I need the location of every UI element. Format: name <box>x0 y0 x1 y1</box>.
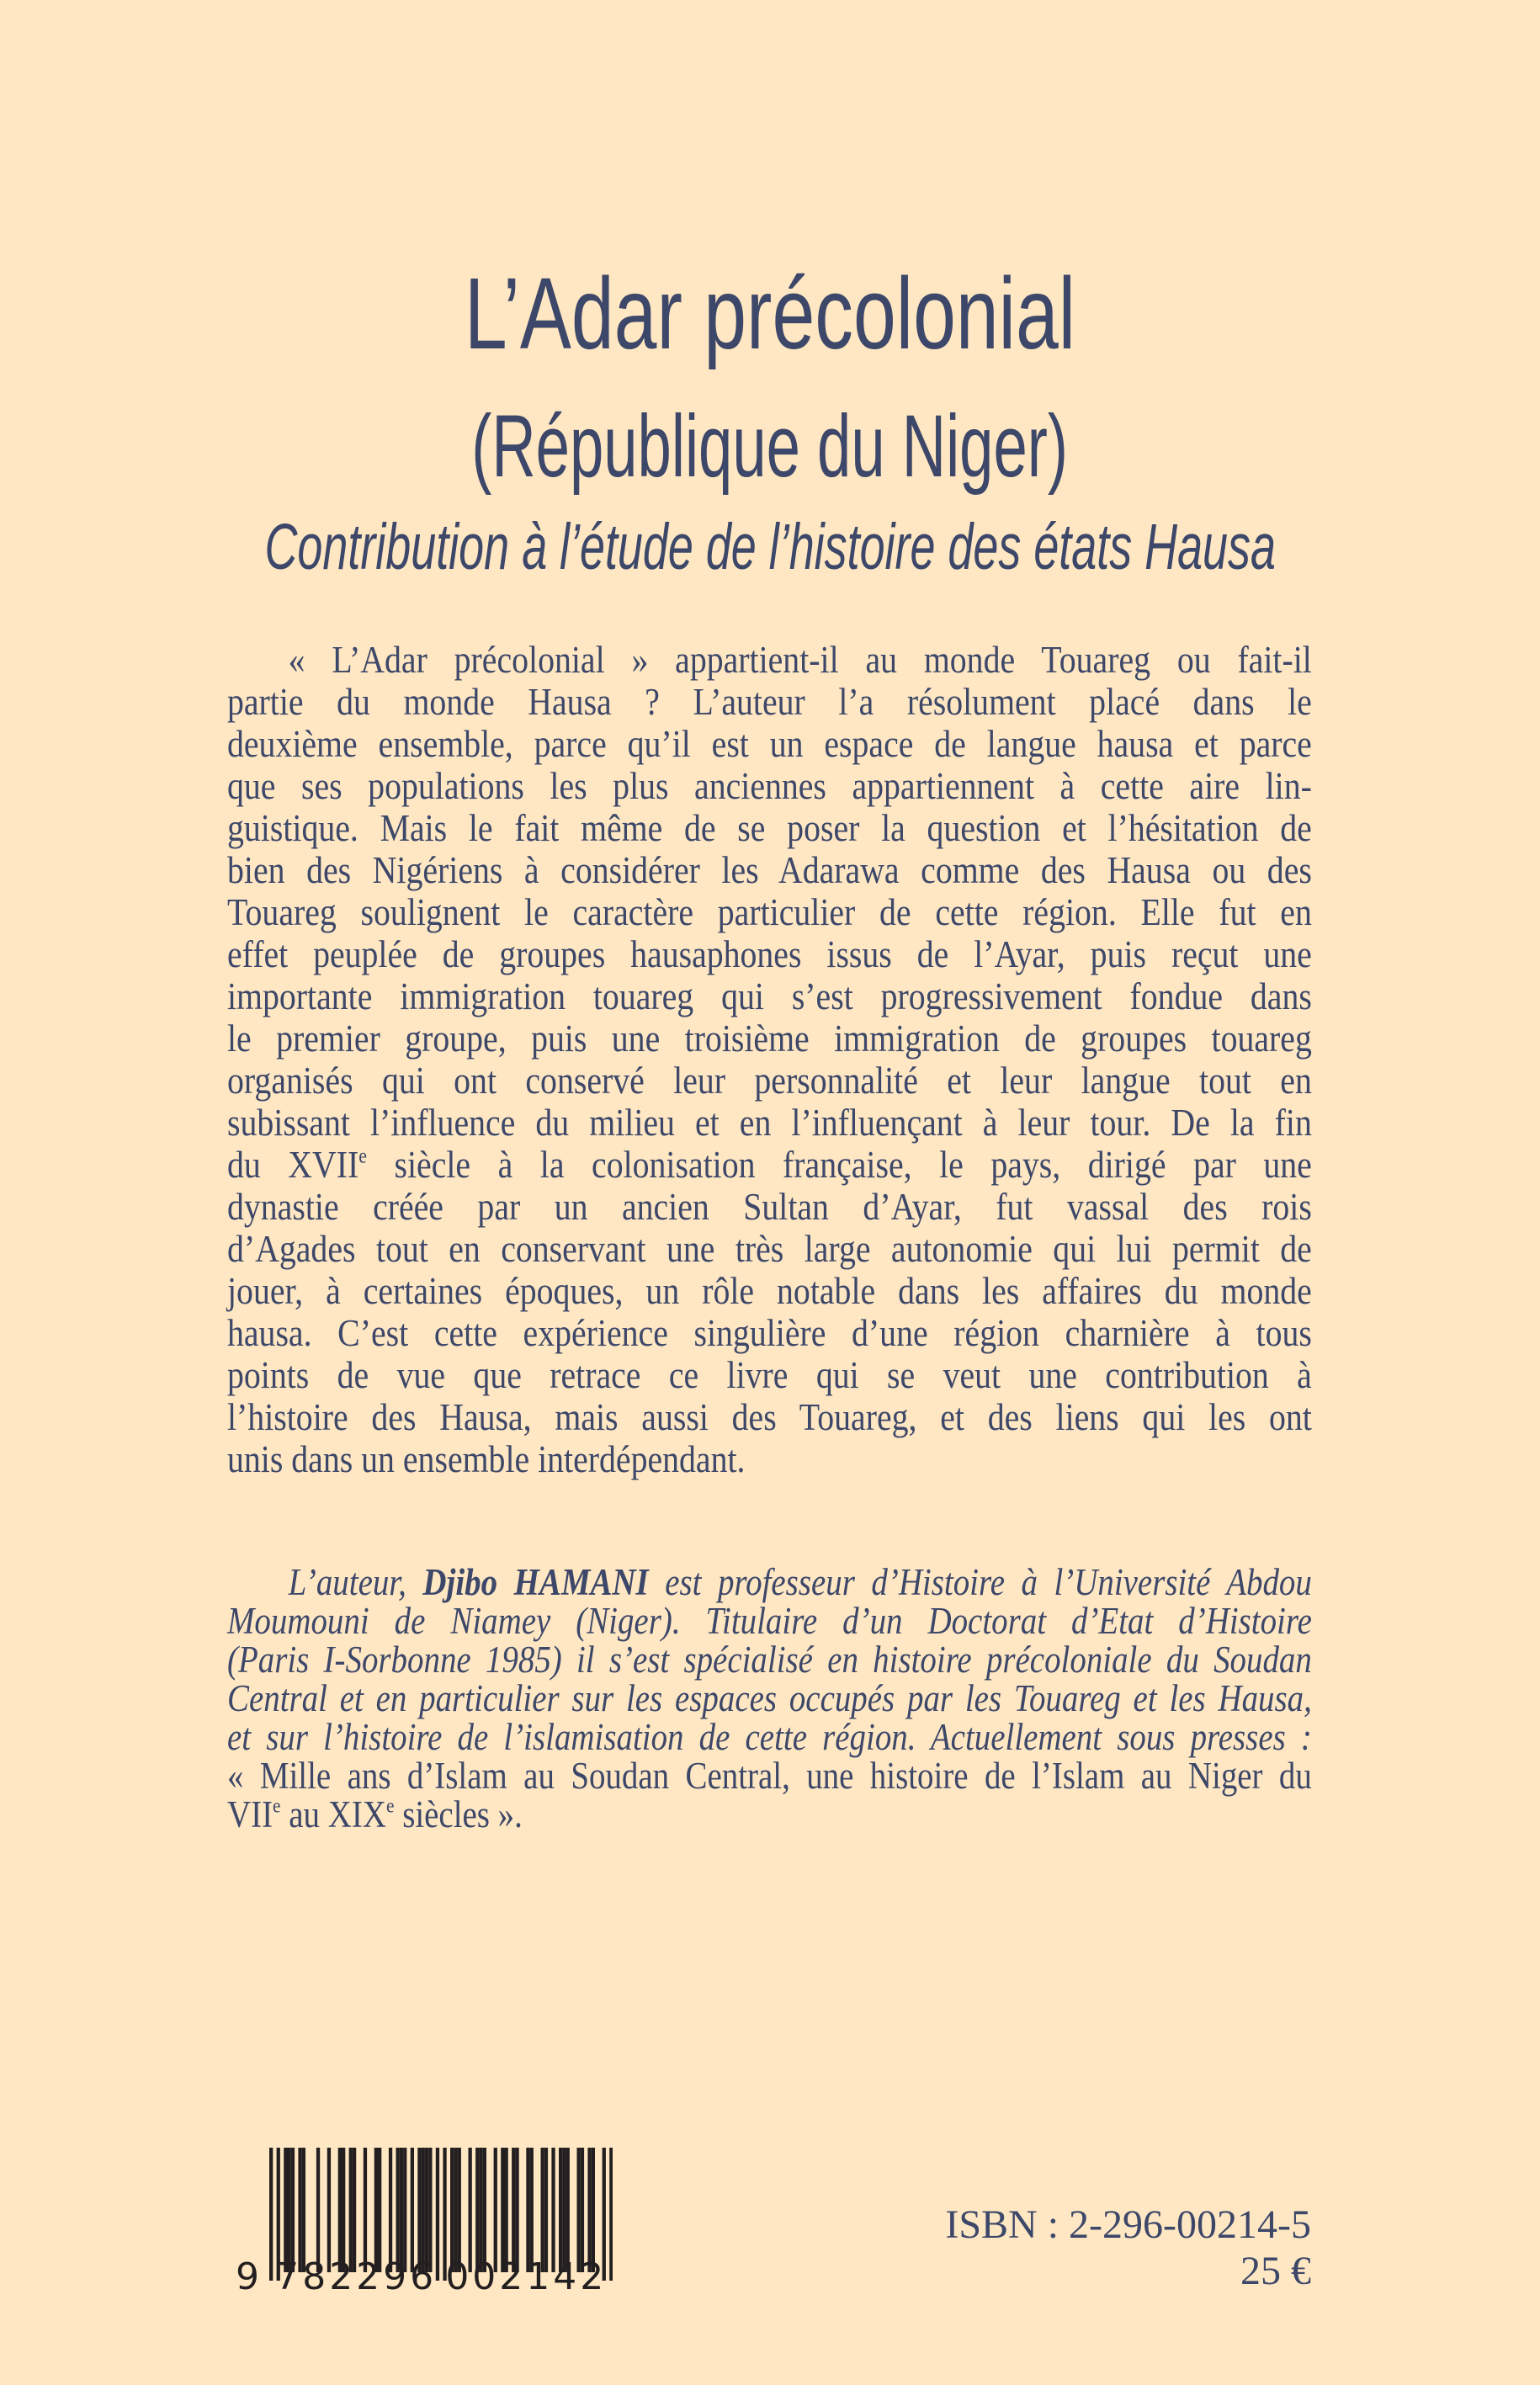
text-line <box>227 1718 1312 1756</box>
text-segment: hausa. C’est cette expérience singulière d’une région charnière à tous <box>227 1311 1312 1354</box>
ean-barcode <box>234 2144 613 2296</box>
text-segment: points de vue que retrace ce livre qui se veut une contribution à <box>227 1353 1312 1396</box>
text-line <box>227 1102 1312 1144</box>
text-line <box>227 1144 1312 1186</box>
text-segment: d’Agades tout en conservant une très large autonomie qui lui permit de <box>227 1227 1312 1270</box>
text-segment: guistique. Mais le fait même de se poser la question et l’hésitation de <box>227 806 1312 849</box>
blurb-paragraph <box>227 639 1312 1480</box>
text-segment: importante immigration touareg qui s’est progressivement fondue dans <box>227 975 1312 1017</box>
text-line <box>227 1060 1312 1102</box>
barcode-digits: 002142 <box>445 2255 608 2296</box>
text-segment: VII <box>227 1793 273 1835</box>
book-title: L’Adar précolonial <box>464 256 1076 370</box>
text-segment: « L’Adar précolonial » appartient-il au monde Touareg ou fait-il <box>288 638 1312 681</box>
text-segment: unis dans un ensemble interdépendant. <box>227 1437 746 1480</box>
author-bio-paragraph <box>227 1563 1312 1834</box>
text-segment: « Mille ans d’Islam au Soudan Central, une histoire de l’Islam au Niger du <box>227 1755 1312 1797</box>
text-segment: Central et en particulier sur les espaces occupés par les Touareg et les Hausa, <box>227 1677 1312 1719</box>
text-segment: et sur l’histoire de l’islamisation de cette région. Actuellement sous presses : <box>227 1716 1312 1758</box>
text-line <box>227 1017 1312 1060</box>
text-segment: subissant l’influence du milieu et en l’influençant à leur tour. De la fin <box>227 1101 1312 1144</box>
text-line <box>227 975 1312 1017</box>
text-line <box>227 639 1312 681</box>
text-segment: siècles ». <box>394 1793 523 1835</box>
text-segment: que ses populations les plus anciennes appartiennent à cette aire lin- <box>227 764 1312 807</box>
barcode-graphic <box>234 2144 613 2296</box>
text-line <box>227 1438 1312 1480</box>
text-segment: le premier groupe, puis une troisième immigration de groupes touareg <box>227 1017 1312 1060</box>
text-segment: Moumouni de Niamey (Niger). Titulaire d’un Doctorat d’Etat d’Histoire <box>227 1600 1312 1642</box>
book-tagline: Contribution à l’étude de l’histoire des états Hausa <box>264 511 1276 583</box>
text-line <box>227 933 1312 975</box>
text-line <box>227 1186 1312 1228</box>
text-line <box>227 1354 1312 1396</box>
text-line <box>227 1396 1312 1438</box>
text-segment: organisés qui ont conservé leur personnalité et leur langue tout en <box>227 1059 1312 1102</box>
text-line <box>227 1756 1312 1795</box>
text-segment: L’auteur, <box>288 1561 423 1603</box>
superscript: e <box>385 1794 395 1818</box>
text-segment: est professeur d’Histoire à l’Université Abdou <box>648 1561 1312 1603</box>
superscript: e <box>273 1794 281 1818</box>
text-segment: siècle à la colonisation française, le pays, dirigé par une <box>366 1143 1312 1186</box>
text-line <box>227 849 1312 891</box>
text-segment: effet peuplée de groupes hausaphones issus de l’Ayar, puis reçut une <box>227 932 1312 975</box>
text-line <box>227 765 1312 807</box>
text-segment: (Paris I-Sorbonne 1985) il s’est spécialisé en histoire précoloniale du Soudan <box>227 1639 1312 1681</box>
barcode-digits: 9 <box>236 2255 263 2296</box>
text-segment: l’histoire des Hausa, mais aussi des Touareg, et des liens qui les ont <box>227 1395 1312 1438</box>
book-subtitle: (République du Niger) <box>471 397 1069 496</box>
text-line <box>227 723 1312 765</box>
text-line <box>227 1228 1312 1270</box>
text-segment: dynastie créée par un ancien Sultan d’Ayar, fut vassal des rois <box>227 1185 1312 1228</box>
text-line <box>227 1270 1312 1312</box>
text-segment: jouer, à certaines époques, un rôle notable dans les affaires du monde <box>227 1269 1312 1312</box>
text-line <box>227 1679 1312 1718</box>
subtitle-block <box>0 397 1540 496</box>
text-line <box>227 681 1312 723</box>
text-line <box>227 891 1312 933</box>
text-line <box>227 1602 1312 1640</box>
tagline-block <box>0 511 1540 583</box>
author-name: Djibo HAMANI <box>422 1561 649 1603</box>
text-line <box>227 1563 1312 1602</box>
text-segment: au XIX <box>280 1793 386 1835</box>
text-segment: du XVII <box>227 1143 359 1186</box>
text-line <box>227 807 1312 849</box>
price-label: 25 € <box>1240 2249 1311 2293</box>
text-segment: partie du monde Hausa ? L’auteur l’a résolument placé dans le <box>227 680 1312 723</box>
superscript: e <box>358 1144 367 1168</box>
barcode-digits: 782296 <box>275 2255 438 2296</box>
text-segment: deuxième ensemble, parce qu’il est un espace de langue hausa et parce <box>227 722 1312 765</box>
title-block <box>0 256 1540 370</box>
text-segment: Touareg soulignent le caractère particulier de cette région. Elle fut en <box>227 890 1312 933</box>
isbn-label: ISBN : 2-296-00214-5 <box>945 2202 1311 2247</box>
text-segment: bien des Nigériens à considérer les Adarawa comme des Hausa ou des <box>227 848 1312 891</box>
text-line <box>227 1795 1312 1834</box>
text-line <box>227 1312 1312 1354</box>
isbn-price-block <box>945 2202 1311 2294</box>
text-line <box>227 1640 1312 1679</box>
